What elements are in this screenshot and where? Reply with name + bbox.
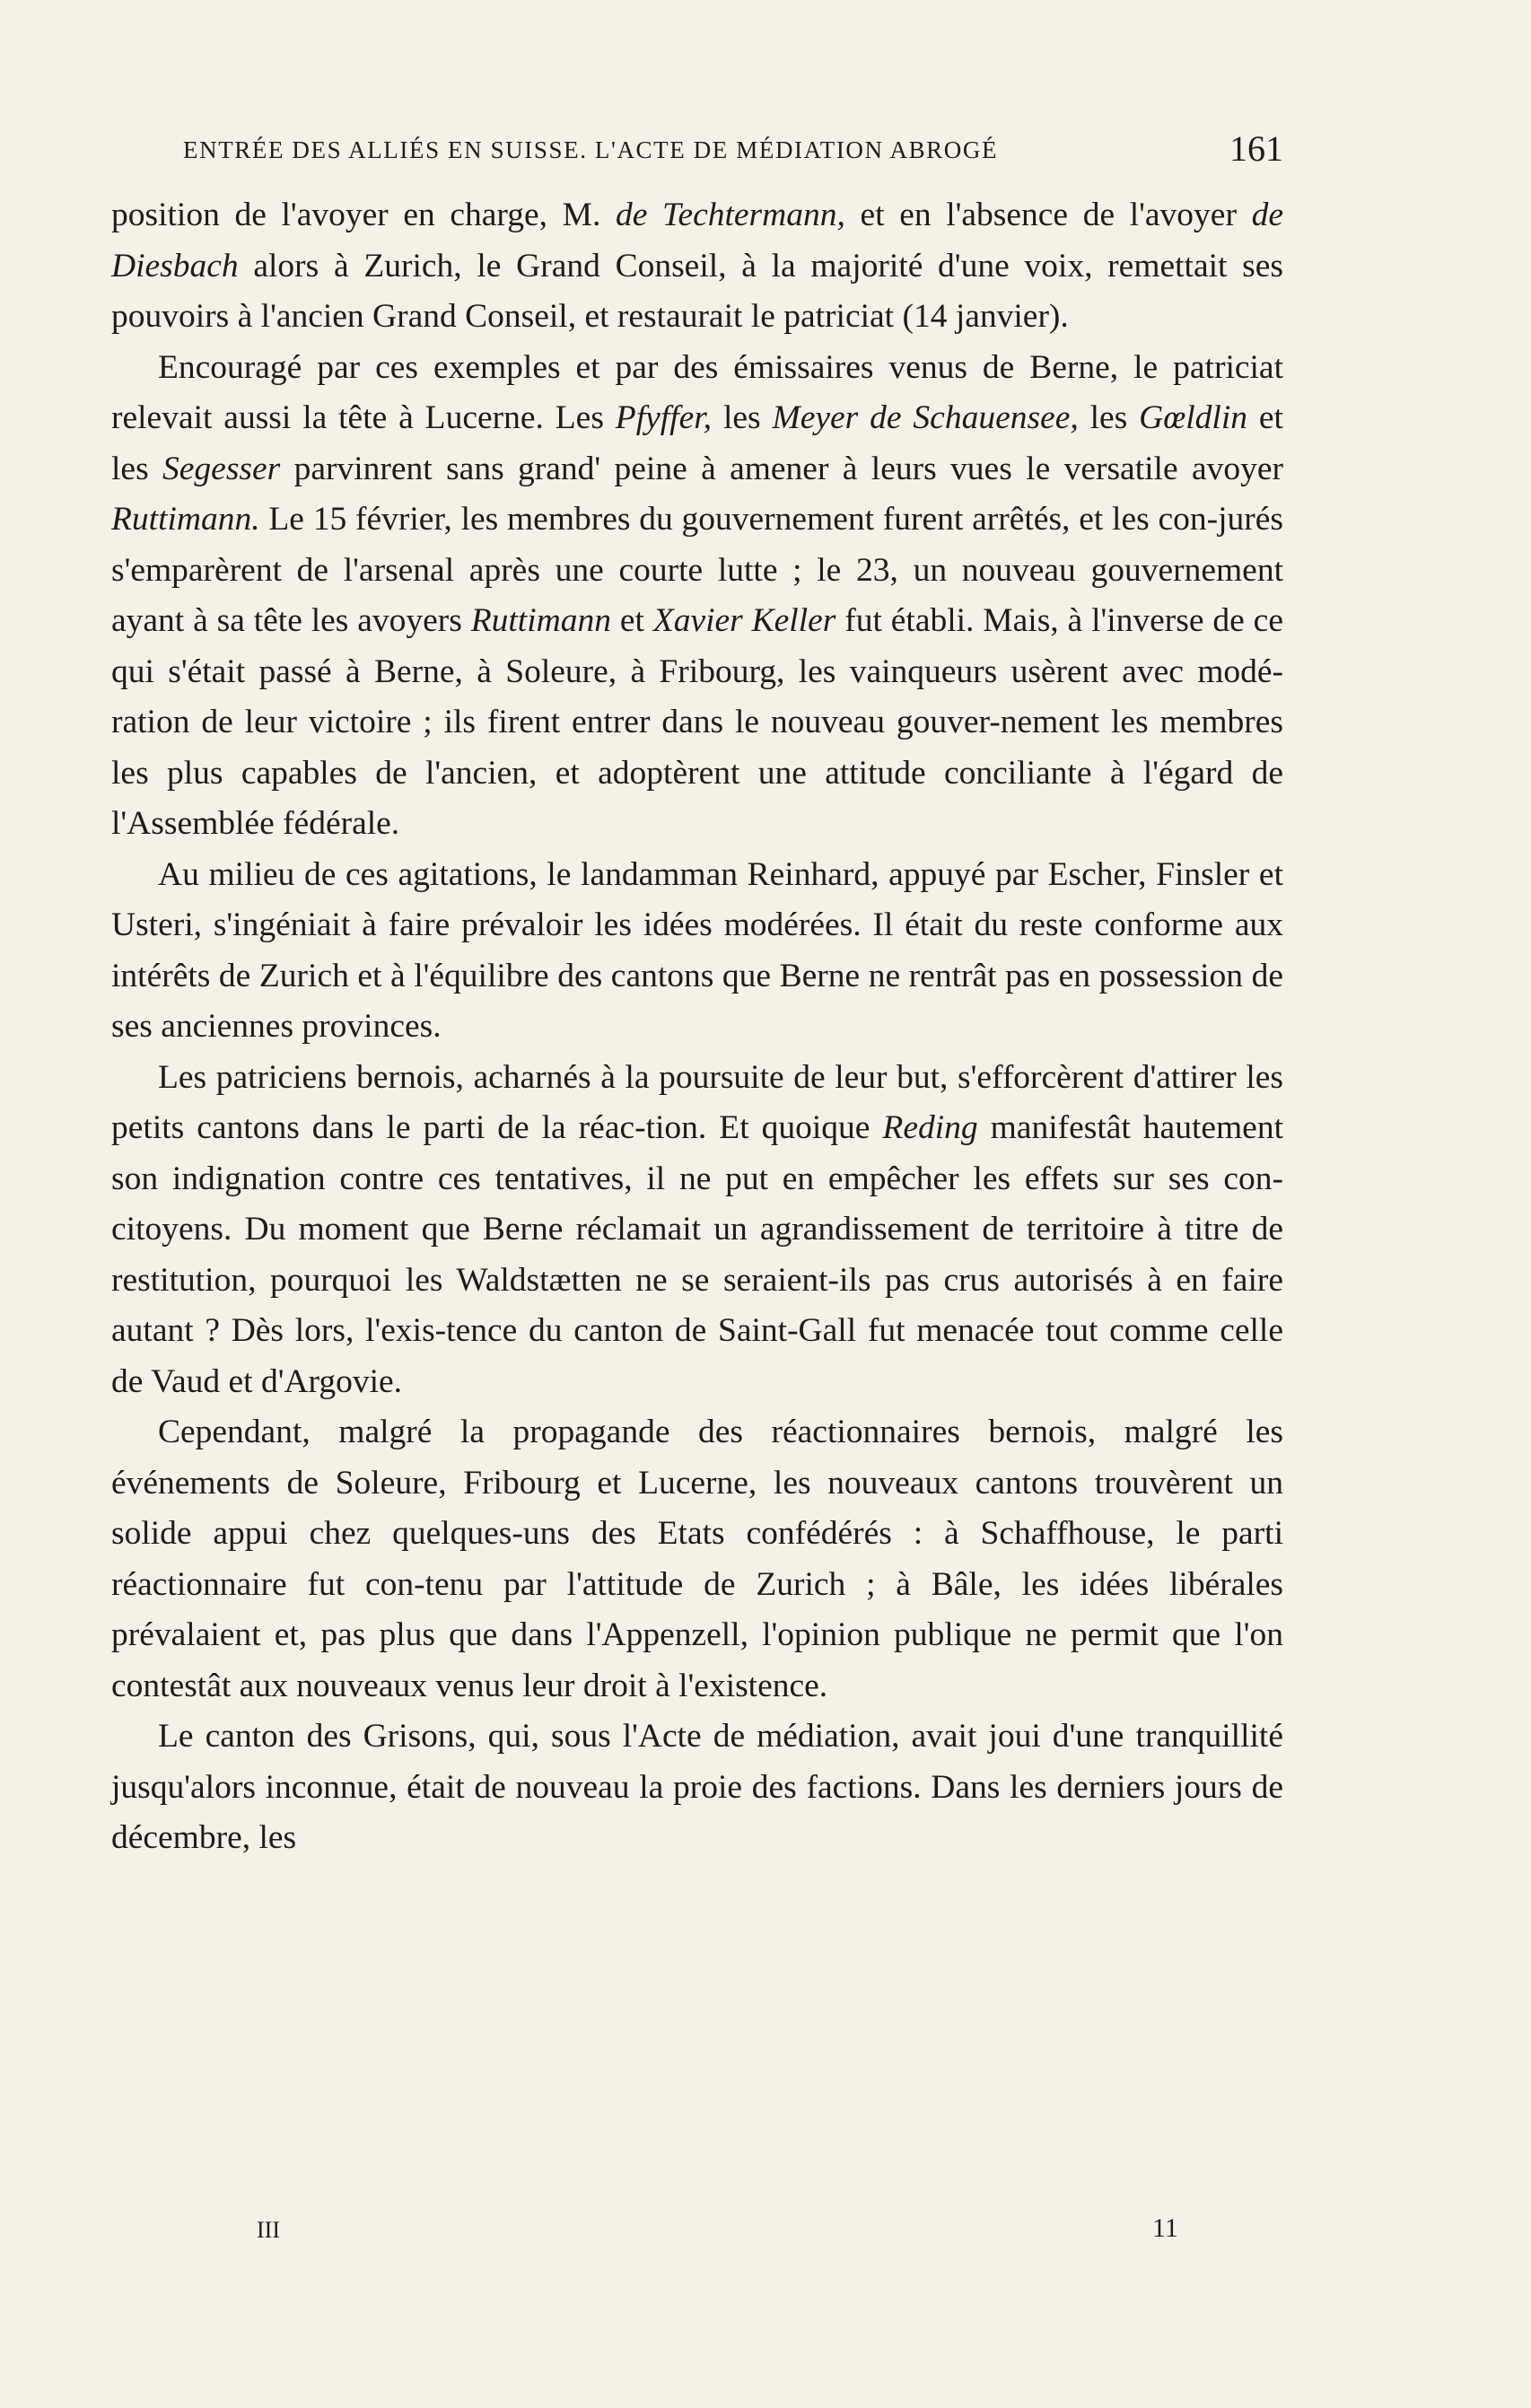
body-text bbox=[111, 190, 1283, 1864]
person-name: de Techtermann, bbox=[616, 197, 845, 233]
person-name: Gœldlin bbox=[1139, 399, 1248, 436]
text-run: les bbox=[712, 399, 773, 436]
text-run: parvinrent sans grand' peine à amener à leurs vues le versatile avoyer bbox=[280, 450, 1283, 487]
text-run: Les patriciens bernois, acharnés à la poursuite de leur but, s'efforcèrent d'attirer les petits cantons dans le parti de la réac-tion. Et quoique bbox=[111, 1058, 1283, 1146]
signature-mark: III bbox=[257, 2217, 280, 2243]
running-header bbox=[111, 124, 1283, 178]
running-title: ENTRÉE DES ALLIÉS EN SUISSE. L'ACTE DE MÉDIATION ABROGÉ bbox=[183, 136, 999, 163]
text-run: et en l'absence de l'avoyer bbox=[844, 197, 1252, 233]
text-run: les bbox=[1078, 399, 1140, 436]
text-run: alors à Zurich, le Grand Conseil, à la majorité d'une voix, remettait ses pouvoirs à l'ancien Grand Conseil, et restaurait le patriciat (14 janvier). bbox=[111, 247, 1283, 335]
person-name: Meyer de Schauensee, bbox=[772, 399, 1079, 436]
text-run: et bbox=[610, 602, 653, 639]
person-name: Xavier Keller bbox=[652, 602, 836, 639]
paragraph-3: Au milieu de ces agitations, le landamman Reinhard, appuyé par Escher, Finsler et Usteri, s'ingéniait à faire prévaloir les idées modérées. Il était du reste conforme aux intérêts de Zurich et à l'équilibre des cantons que Berne ne rentrât pas en possession de ses anciennes provinces. bbox=[111, 855, 1283, 1045]
person-name: Segesser bbox=[162, 450, 281, 487]
paragraph-5: Cependant, malgré la propagande des réactionnaires bernois, malgré les événements de Soleure, Fribourg et Lucerne, les nouveaux cantons trouvèrent un solide appui chez quelques-uns des Etats confédérés : à Schaffhouse, le parti réactionnaire fut con-tenu par l'attitude de Zurich ; à Bâle, les idées libérales prévalaient et, pas plus que dans l'Appenzell, l'opinion publique ne permit que l'on contestât aux nouveaux venus leur droit à l'existence. bbox=[111, 1414, 1283, 1704]
person-name: Pfyffer, bbox=[615, 399, 713, 436]
person-name: Reding bbox=[882, 1109, 978, 1146]
text-run: et les bbox=[111, 399, 1283, 487]
person-name: Ruttimann bbox=[470, 602, 611, 639]
text-run: Encouragé par ces exemples et par des émissaires venus de Berne, le patriciat relevait aussi la tête à Lucerne. Les bbox=[111, 348, 1283, 436]
text-run: Le 15 février, les membres du gouvernement furent arrêtés, et les con-jurés s'emparèrent de l'arsenal après une courte lutte ; le 23, un nouveau gouvernement ayant à sa tête les avoyers bbox=[111, 501, 1283, 639]
sheet-number: 11 bbox=[1152, 2213, 1178, 2243]
person-name: de Diesbach bbox=[111, 197, 1283, 285]
person-name: Ruttimann. bbox=[111, 501, 260, 538]
paragraph-1 bbox=[111, 190, 1283, 343]
paragraph-4 bbox=[111, 1053, 1283, 1408]
text-run: position de l'avoyer en charge, M. bbox=[111, 197, 616, 233]
text-run: manifestât hautement son indignation contre ces tentatives, il ne put en empêcher les effets sur ses con-citoyens. Du moment que Berne réclamait un agrandissement de territoire à titre de restitution, pourquoi les Waldstætten ne se seraient-ils pas crus autorisés à en faire autant ? Dès lors, l'exis-tence du canton de Saint-Gall fut menacée tout comme celle de Vaud et d'Argovie. bbox=[111, 1109, 1283, 1400]
text-run: fut établi. Mais, à l'inverse de ce qui s'était passé à Berne, à Soleure, à Fribourg, les vainqueurs usèrent avec modé-ration de leur victoire ; ils firent entrer dans le nouveau gouver-nement les membres les plus capables de l'ancien, et adoptèrent une attitude conciliante à l'égard de l'Assemblée fédérale. bbox=[111, 602, 1283, 842]
book-page bbox=[111, 124, 1283, 1864]
page-footer bbox=[111, 2213, 1283, 2253]
paragraph-6: Le canton des Grisons, qui, sous l'Acte de médiation, avait joui d'une tranquillité jusqu'alors inconnue, était de nouveau la proie des factions. Dans les derniers jours de décembre, les bbox=[111, 1718, 1283, 1856]
page-number: 161 bbox=[1229, 128, 1283, 169]
paragraph-2 bbox=[111, 343, 1283, 850]
